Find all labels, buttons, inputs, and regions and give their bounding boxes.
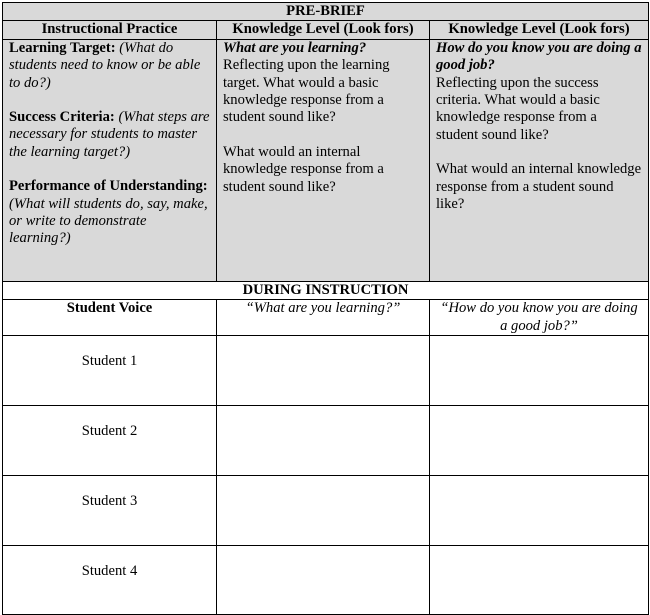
- practices-cell: [3, 39, 217, 281]
- success-criteria-question: (What steps are necessary for students to master the learning target?): [9, 109, 210, 160]
- goodjob-lookfors-internal: What would an internal knowledge response from a student sound like?: [436, 161, 642, 213]
- header-what-learning: “What are you learning?”: [217, 300, 430, 336]
- learning-lookfors-internal: What would an internal knowledge response from a student sound like?: [223, 143, 384, 195]
- student-label: Student 1: [3, 336, 217, 406]
- student-label: Student 3: [3, 476, 217, 546]
- performance-question: (What will students do, say, make, or write to demonstrate learning?): [9, 195, 208, 247]
- student-label: Student 2: [3, 406, 217, 476]
- goodjob-lookfors-heading: How do you know you are doing a good job?: [436, 39, 642, 74]
- learning-target-question: (What do students need to know or be able to do?): [9, 39, 201, 91]
- student-goodjob-response-cell[interactable]: [430, 336, 649, 406]
- student-learning-response-cell[interactable]: [217, 406, 430, 476]
- learning-target-label: Learning Target:: [9, 39, 116, 56]
- header-how-good-job: “How do you know you are doing a good job?”: [430, 300, 649, 336]
- student-learning-response-cell[interactable]: [217, 336, 430, 406]
- learning-lookfors-basic: Reflecting upon the learning target. What would a basic knowledge response from a student sound like?: [223, 57, 390, 126]
- header-student-voice: Student Voice: [3, 300, 217, 336]
- during-instruction-title: DURING INSTRUCTION: [3, 281, 649, 299]
- header-knowledge-level-2: Knowledge Level (Look fors): [430, 21, 649, 39]
- success-criteria-label: Success Criteria:: [9, 109, 115, 126]
- student-learning-response-cell[interactable]: [217, 546, 430, 615]
- observation-form-table: [2, 2, 649, 615]
- header-knowledge-level-1: Knowledge Level (Look fors): [217, 21, 430, 39]
- header-instructional-practice: Instructional Practice: [3, 21, 217, 39]
- student-label: Student 4: [3, 546, 217, 615]
- learning-lookfors-heading: What are you learning?: [223, 39, 367, 56]
- success-criteria-block: [9, 109, 210, 161]
- goodjob-lookfors-basic: Reflecting upon the success criteria. What would a basic knowledge response from a student sound like?: [436, 74, 600, 143]
- student-row: [3, 336, 649, 406]
- student-row: [3, 406, 649, 476]
- student-goodjob-response-cell[interactable]: [430, 406, 649, 476]
- student-learning-response-cell[interactable]: [217, 476, 430, 546]
- learning-target-block: [9, 40, 210, 92]
- student-row: [3, 546, 649, 615]
- student-goodjob-response-cell[interactable]: [430, 476, 649, 546]
- pre-brief-title: PRE-BRIEF: [3, 3, 649, 21]
- performance-label: Performance of Understanding:: [9, 178, 208, 195]
- learning-lookfors-cell: [217, 39, 430, 281]
- goodjob-lookfors-cell: [430, 39, 649, 281]
- student-goodjob-response-cell[interactable]: [430, 546, 649, 615]
- student-row: [3, 476, 649, 546]
- performance-block: [9, 178, 210, 248]
